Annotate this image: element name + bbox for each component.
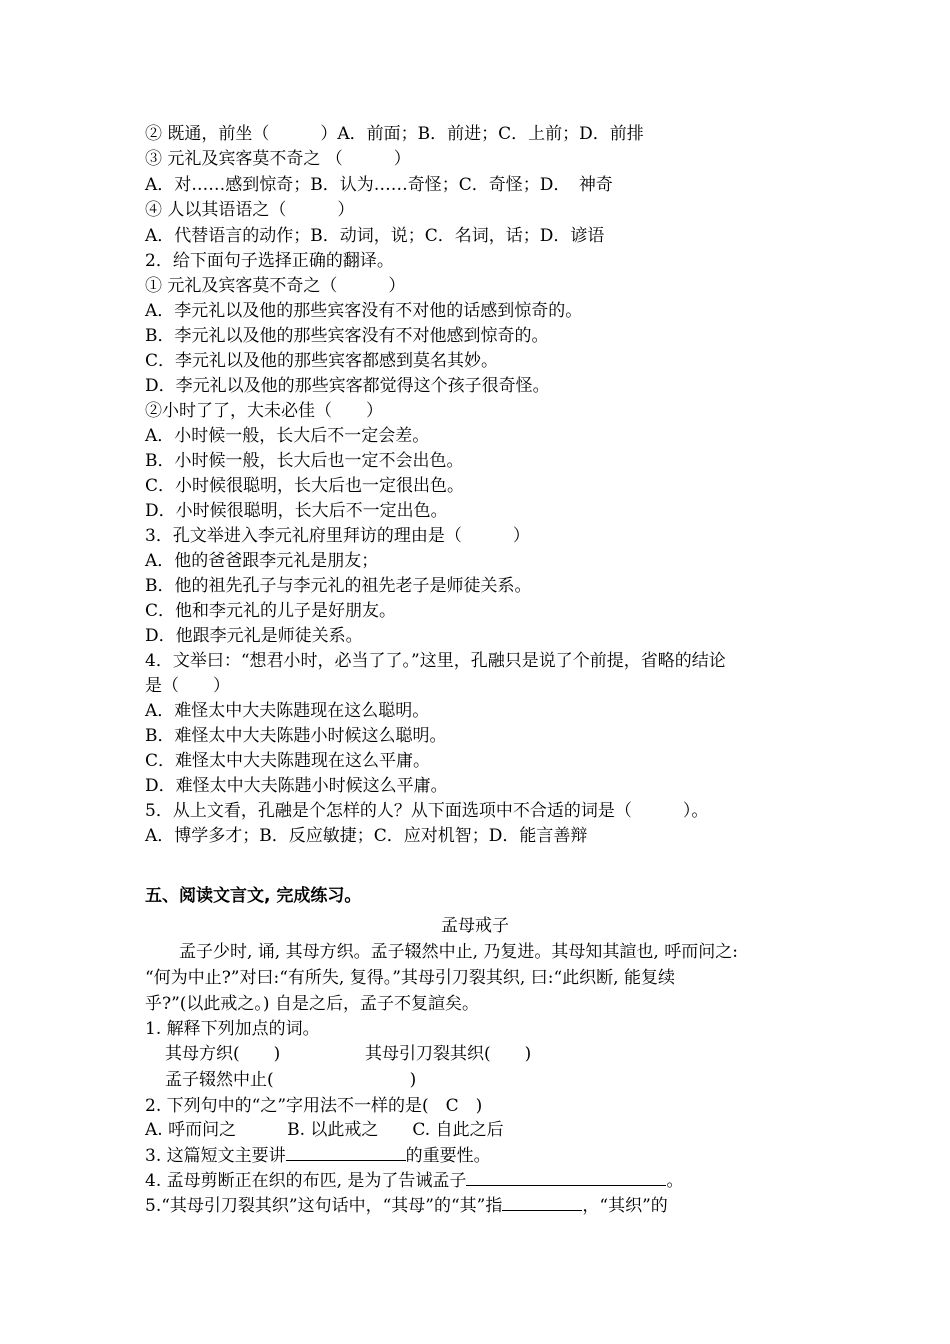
question-text: 。 <box>666 1171 684 1191</box>
passage-line: “何为中止?”对曰:“有所失, 复得。”其母引刀裂其织, 曰:“此织断, 能复续 <box>145 968 675 988</box>
question-text: 的重要性。 <box>405 1146 491 1166</box>
text-line: ②小时了了，大未必佳（ ） <box>145 401 383 421</box>
question-heading: 3．孔文举进入李元礼府里拜访的理由是（ ） <box>145 526 530 546</box>
vocab-item: 孟子辍然中止( ) <box>165 1070 417 1090</box>
text-line: ③ 元礼及宾客莫不奇之 （ ） <box>145 149 411 169</box>
option-line: C．小时候很聪明，长大后也一定很出色。 <box>145 476 465 496</box>
option-line: C．难怪太中大夫陈韪现在这么平庸。 <box>145 751 431 771</box>
text-line: ② 既通，前坐（ ）A．前面；B．前进；C．上前；D．前排 <box>145 124 644 144</box>
answer-blank[interactable] <box>466 1167 666 1186</box>
question-heading: 5．从上文看，孔融是个怎样的人？从下面选项中不合适的词是（ ）。 <box>145 801 709 821</box>
option-line: B．李元礼以及他的那些宾客没有不对他感到惊奇的。 <box>145 326 549 346</box>
option-line: A．博学多才；B．反应敏捷；C．应对机智；D．能言善辩 <box>145 826 588 846</box>
option-line: D．小时候很聪明，长大后不一定出色。 <box>145 501 448 521</box>
text-line: ④ 人以其语语之（ ） <box>145 200 355 220</box>
question-text: ，“其织”的 <box>582 1196 668 1216</box>
vocab-item: 其母方织( ) <box>165 1044 281 1064</box>
text-line: A．代替语言的动作；B．动词，说；C．名词，话；D．谚语 <box>145 226 605 246</box>
option-line: B．他的祖先孔子与李元礼的祖先老子是师徒关系。 <box>145 576 532 596</box>
question-text: 4. 孟母剪断正在织的布匹, 是为了告诫孟子 <box>145 1171 467 1191</box>
option-line: A．难怪太中大夫陈韪现在这么聪明。 <box>145 701 430 721</box>
option-line: A. 呼而问之 B. 以此戒之 C. 自此之后 <box>145 1120 504 1140</box>
question-heading: 1. 解释下列加点的词。 <box>145 1019 320 1039</box>
option-line: D．李元礼以及他的那些宾客都觉得这个孩子很奇怪。 <box>145 376 550 396</box>
option-line: D．难怪太中大夫陈韪小时候这么平庸。 <box>145 776 448 796</box>
passage-line: 孟子少时, 诵, 其母方织。孟子辍然中止, 乃复进。其母知其諠也, 呼而问之: <box>145 942 738 962</box>
option-line: A．小时候一般，长大后不一定会差。 <box>145 426 430 446</box>
passage-line: 乎?”(以此戒之。) 自是之后，孟子不复諠矣。 <box>145 994 479 1014</box>
option-line: A．李元礼以及他的那些宾客没有不对他的话感到惊奇的。 <box>145 301 583 321</box>
option-line: D．他跟李元礼是师徒关系。 <box>145 626 363 646</box>
option-line: B．小时候一般，长大后也一定不会出色。 <box>145 451 464 471</box>
option-line: C．他和李元礼的儿子是好朋友。 <box>145 601 397 621</box>
vocab-item: 其母引刀裂其织( ) <box>365 1044 532 1064</box>
question-heading: 2．给下面句子选择正确的翻译。 <box>145 251 394 271</box>
text-line: A．对……感到惊奇；B．认为……奇怪；C．奇怪；D． 神奇 <box>145 175 613 195</box>
option-line: C．李元礼以及他的那些宾客都感到莫名其妙。 <box>145 351 499 371</box>
question-text: 3. 这篇短文主要讲 <box>145 1146 286 1166</box>
answer-blank[interactable] <box>502 1192 582 1211</box>
passage-title: 孟母戒子 <box>441 916 509 936</box>
question-line <box>145 1192 668 1216</box>
question-heading: 4．文举曰：“想君小时，必当了了。”这里，孔融只是说了个前提，省略的结论 <box>145 651 726 671</box>
question-heading: 2. 下列句中的“之”字用法不一样的是( C ) <box>145 1096 483 1116</box>
section-heading: 五、阅读文言文, 完成练习。 <box>145 886 362 906</box>
option-line: B．难怪太中大夫陈韪小时候这么聪明。 <box>145 726 447 746</box>
text-line: 是（ ） <box>145 676 230 696</box>
question-line <box>145 1142 491 1166</box>
option-line: A．他的爸爸跟李元礼是朋友； <box>145 551 379 571</box>
text-line: ① 元礼及宾客莫不奇之（ ） <box>145 276 406 296</box>
question-text: 5.“其母引刀裂其织”这句话中，“其母”的“其”指 <box>145 1196 503 1216</box>
answer-blank[interactable] <box>286 1142 406 1161</box>
question-line <box>145 1167 683 1191</box>
